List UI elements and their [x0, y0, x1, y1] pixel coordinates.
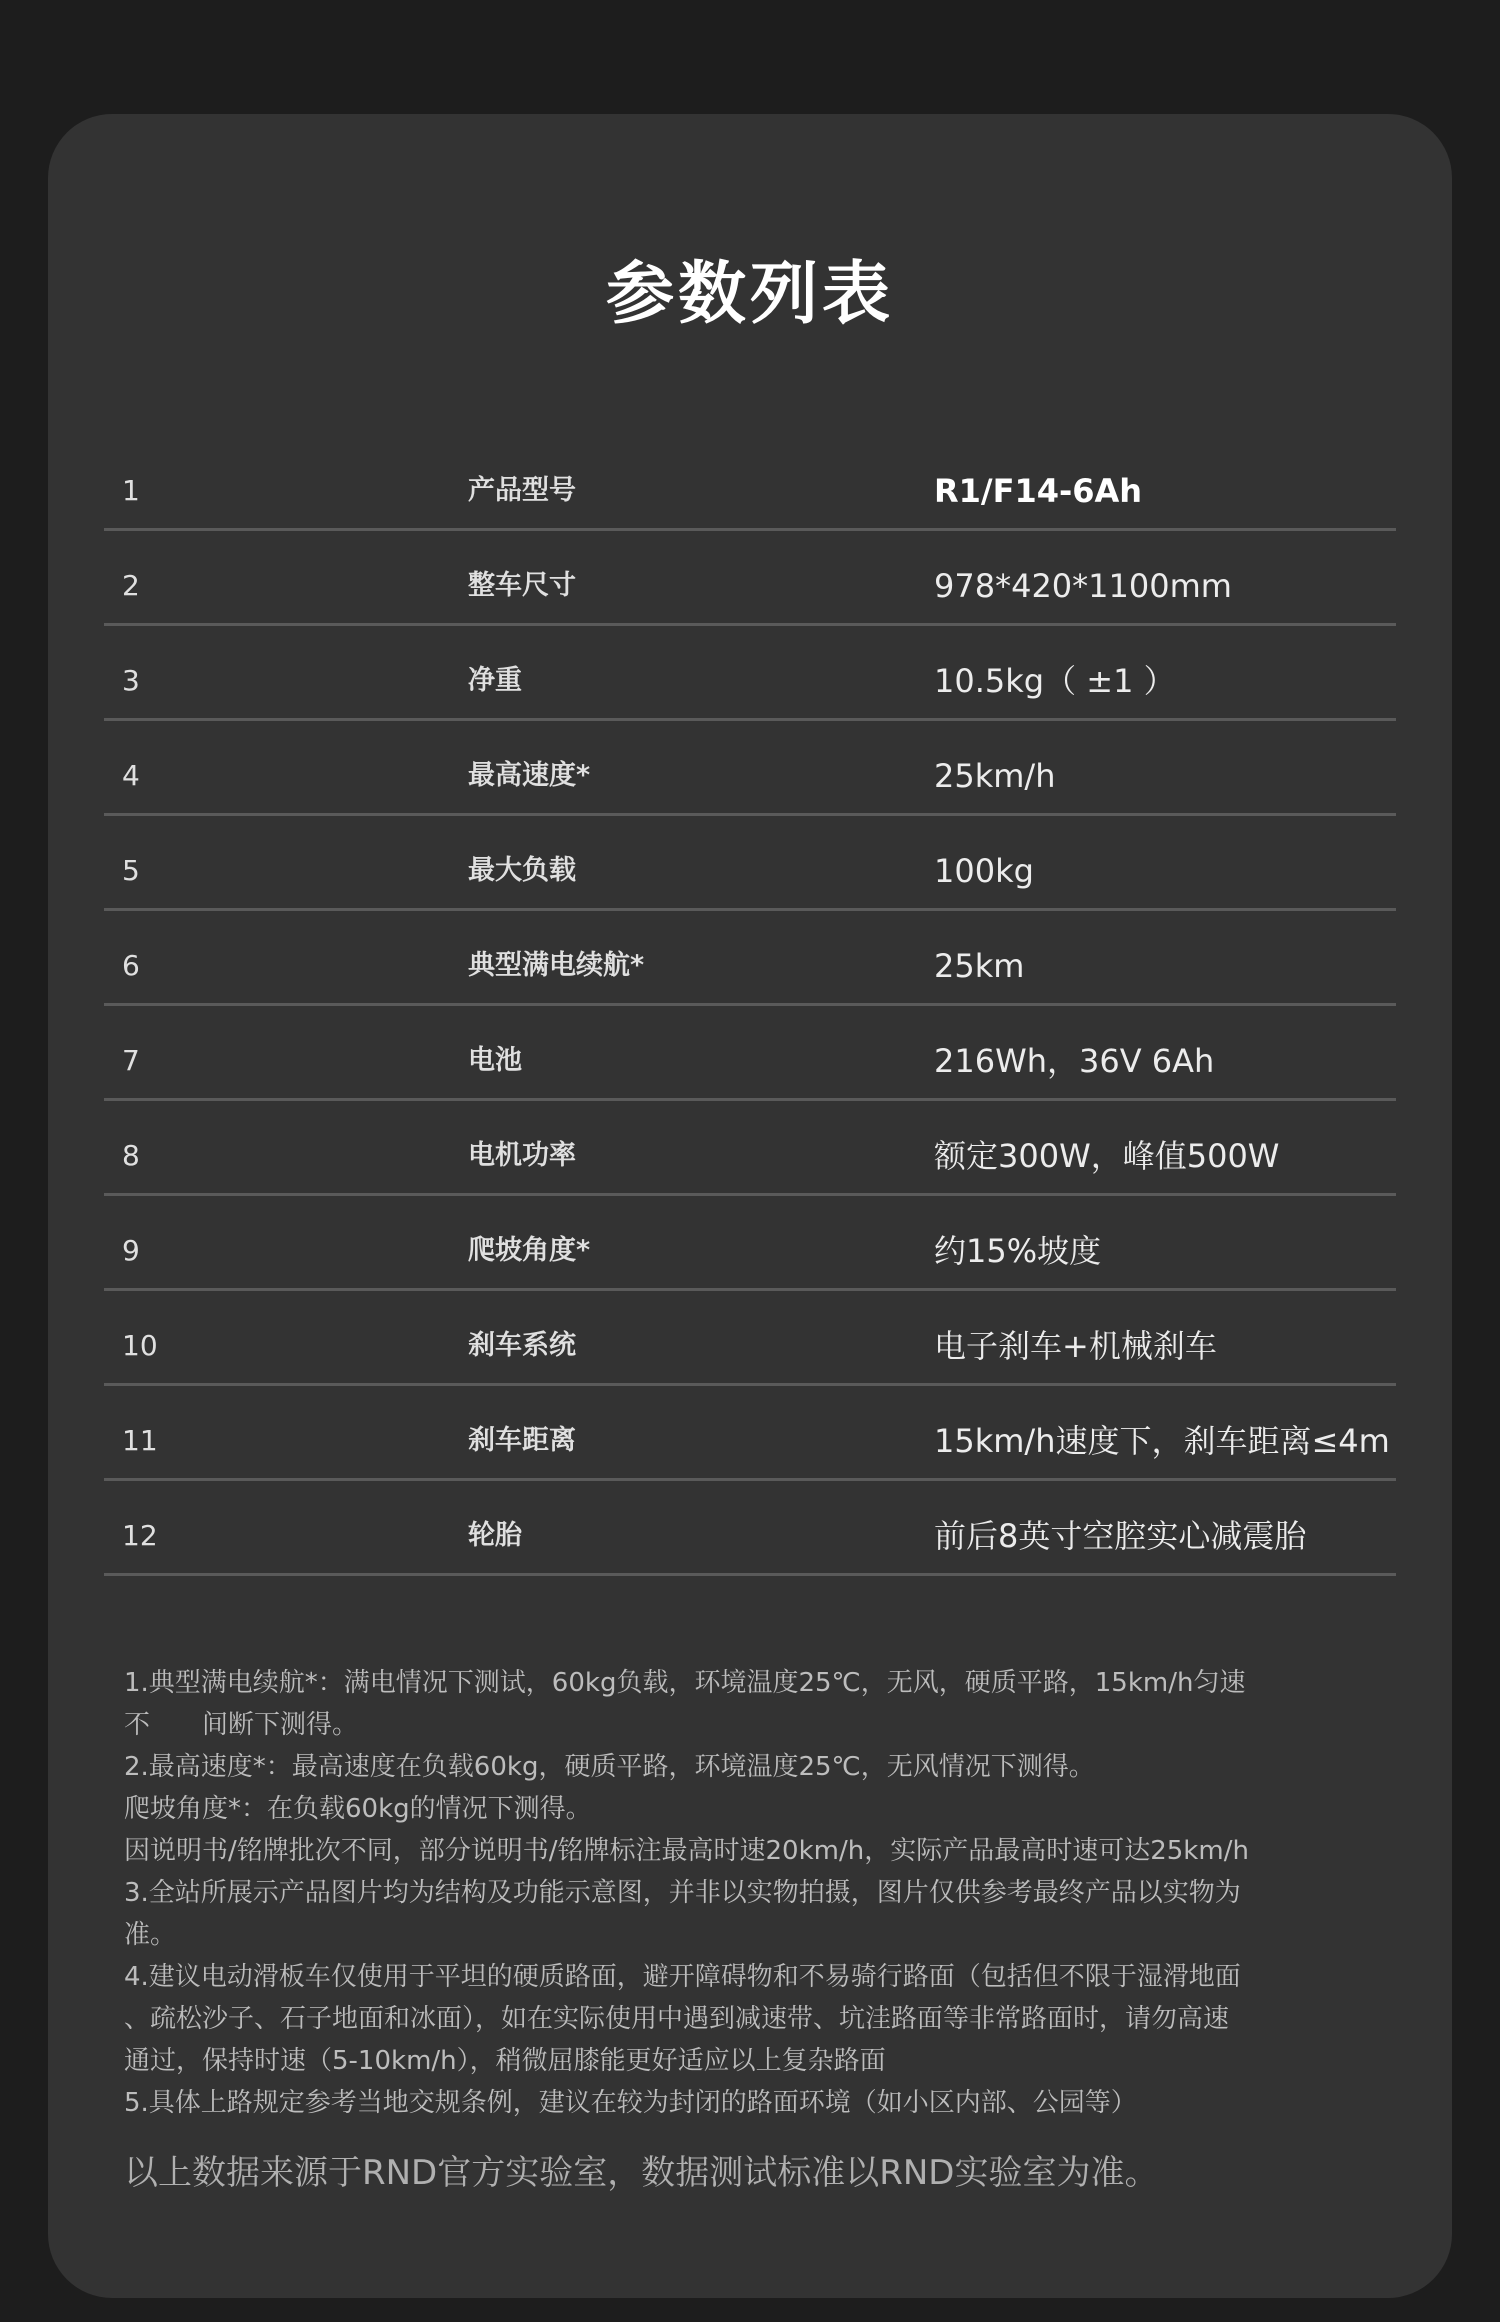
row-number: 10 [122, 1329, 158, 1362]
footnote-line: 准。 [124, 1920, 177, 1950]
row-number: 2 [122, 569, 140, 602]
table-row [104, 1196, 1396, 1291]
page-title: 参数列表 [605, 255, 894, 334]
table-row [104, 911, 1396, 1006]
row-number: 7 [122, 1044, 140, 1077]
row-name: 典型满电续航* [468, 950, 645, 981]
row-name: 最大负载 [468, 855, 576, 886]
row-value: 100kg [934, 852, 1034, 890]
row-number: 8 [122, 1139, 140, 1172]
spec-table [104, 436, 1396, 1576]
footnote-line: 不 间断下测得。 [124, 1710, 359, 1740]
row-number: 12 [122, 1519, 158, 1552]
table-row [104, 436, 1396, 531]
row-name: 产品型号 [468, 475, 576, 506]
row-value: 电子刹车+机械刹车 [934, 1327, 1217, 1365]
row-name: 爬坡角度* [468, 1235, 591, 1266]
footnote-line: 5.具体上路规定参考当地交规条例，建议在较为封闭的路面环境（如小区内部、公园等） [124, 2088, 1137, 2118]
table-row [104, 1006, 1396, 1101]
row-number: 9 [122, 1234, 140, 1267]
row-name: 刹车距离 [468, 1425, 576, 1456]
row-name: 电机功率 [468, 1140, 576, 1171]
row-value: 25km/h [934, 757, 1056, 795]
row-number: 6 [122, 949, 140, 982]
row-name: 整车尺寸 [468, 570, 576, 601]
footnote-line: 2.最高速度*：最高速度在负载60kg，硬质平路，环境温度25℃，无风情况下测得。 [124, 1752, 1095, 1782]
row-name: 刹车系统 [468, 1330, 576, 1361]
table-row [104, 721, 1396, 816]
row-value: 前后8英寸空腔实心减震胎 [934, 1517, 1307, 1555]
row-number: 3 [122, 664, 140, 697]
row-value: R1/F14-6Ah [934, 472, 1143, 510]
table-row [104, 1101, 1396, 1196]
row-number: 11 [122, 1424, 158, 1457]
row-value: 25km [934, 947, 1025, 985]
row-number: 5 [122, 854, 140, 887]
table-row [104, 1386, 1396, 1481]
row-value: 额定300W，峰值500W [934, 1137, 1280, 1175]
table-row [104, 1291, 1396, 1386]
row-value: 约15%坡度 [934, 1232, 1102, 1270]
row-value: 15km/h速度下，刹车距离≤4m [934, 1422, 1390, 1460]
row-value: 10.5kg（ ±1 ） [934, 662, 1176, 700]
table-row [104, 626, 1396, 721]
row-name: 轮胎 [468, 1520, 522, 1551]
row-value: 216Wh，36V 6Ah [934, 1042, 1215, 1080]
table-row [104, 531, 1396, 626]
row-number: 1 [122, 474, 140, 507]
row-name: 净重 [468, 665, 522, 696]
row-number: 4 [122, 759, 140, 792]
footnotes [124, 1662, 1374, 2124]
row-value: 978*420*1100mm [934, 567, 1232, 605]
footnote-line: 、疏松沙子、石子地面和冰面），如在实际使用中遇到减速带、坑洼路面等非常路面时，请勿高速 [124, 2004, 1230, 2034]
footnote-line: 1.典型满电续航*：满电情况下测试，60kg负载，环境温度25℃，无风，硬质平路，15km/h匀速 [124, 1668, 1246, 1698]
table-row [104, 816, 1396, 911]
footnote-line: 因说明书/铭牌批次不同，部分说明书/铭牌标注最高时速20km/h，实际产品最高时速可达25km/h [124, 1836, 1249, 1866]
footnote-line: 爬坡角度*：在负载60kg的情况下测得。 [124, 1794, 592, 1824]
footnote-line: 3.全站所展示产品图片均为结构及功能示意图，并非以实物拍摄，图片仅供参考最终产品以实物为 [124, 1878, 1241, 1908]
footnote-line: 通过，保持时速（5-10km/h），稍微屈膝能更好适应以上复杂路面 [124, 2046, 886, 2076]
row-name: 最高速度* [468, 760, 591, 791]
data-source-statement: 以上数据来源于RND官方实验室，数据测试标准以RND实验室为准。 [124, 2153, 1159, 2193]
footnote-line: 4.建议电动滑板车仅使用于平坦的硬质路面，避开障碍物和不易骑行路面（包括但不限于湿滑地面 [124, 1962, 1241, 1992]
table-row [104, 1481, 1396, 1576]
row-name: 电池 [468, 1045, 522, 1076]
